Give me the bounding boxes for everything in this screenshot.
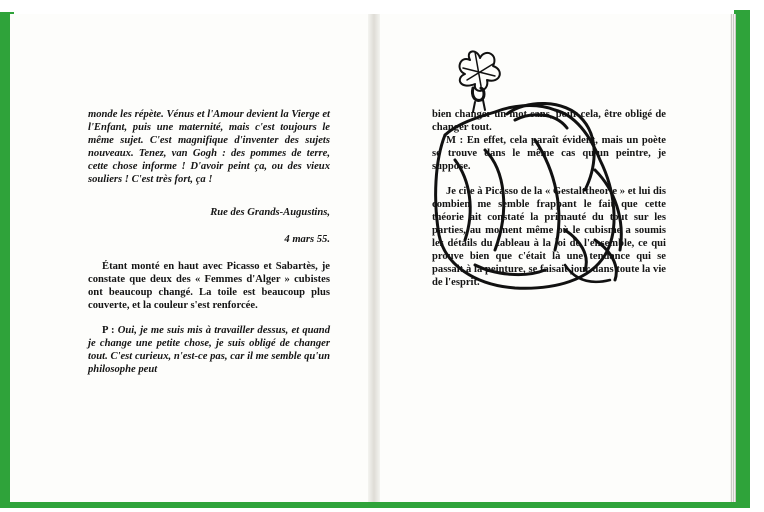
right-paragraph-1: bien changer un mot sans, pour cela, être obligé de changer tout. (432, 109, 666, 133)
speaker-label: P : (102, 325, 118, 336)
left-page-text (88, 108, 330, 388)
right-paragraph-3: Je cite à Picasso de la « Gestalttheorie » et lui dis combien me semble frappant le fait que cette théorie ait constaté la primauté du tout sur les parties, au moment même où le cubisme a soumis les détails du tableau à la loi de l'ensemble, ce qui prouve bien que c'était là une tendance qui se passait à la peinture, se faisait jour dans toute la vie de l'esprit. (432, 186, 666, 288)
left-paragraph-3-text: Oui, je me suis mis à travailler dessus, et quand je change une petite chose, je suis obligé de changer tout. C'est curieux, n'est-ce pas, car il me semble qu'un philosophe peut (88, 325, 330, 375)
date-line: 4 mars 55. (284, 234, 330, 245)
page-edges (730, 14, 736, 502)
right-paragraph-2: M : En effet, cela paraît évident, mais un poète se trouve dans le même cas qu'un peintre, je suppose. (432, 135, 666, 172)
book-gutter (368, 14, 380, 502)
location-line: Rue des Grands-Augustins, (210, 207, 330, 218)
left-paragraph-3 (88, 324, 330, 376)
right-page-text (432, 108, 666, 301)
left-paragraph-1: monde les répète. Vénus et l'Amour devient la Vierge et l'Enfant, puis une maternité, mais c'est toujours le même sujet. C'est magnifique d'inventer des sujets nouveaux. Tenez, van Gogh : des pommes de terre, cette chose informe ! D'avoir peint ça, ou des vieux souliers ! C'est très fort, ça ! (88, 109, 330, 185)
cover-right-edge (734, 10, 750, 506)
left-paragraph-2: Étant monté en haut avec Picasso et Sabartès, je constate que deux des « Femmes d'Alger » cubistes ont beaucoup changé. La toile est beaucoup plus couverte, et la couleur s'est renforcée. (88, 261, 330, 311)
